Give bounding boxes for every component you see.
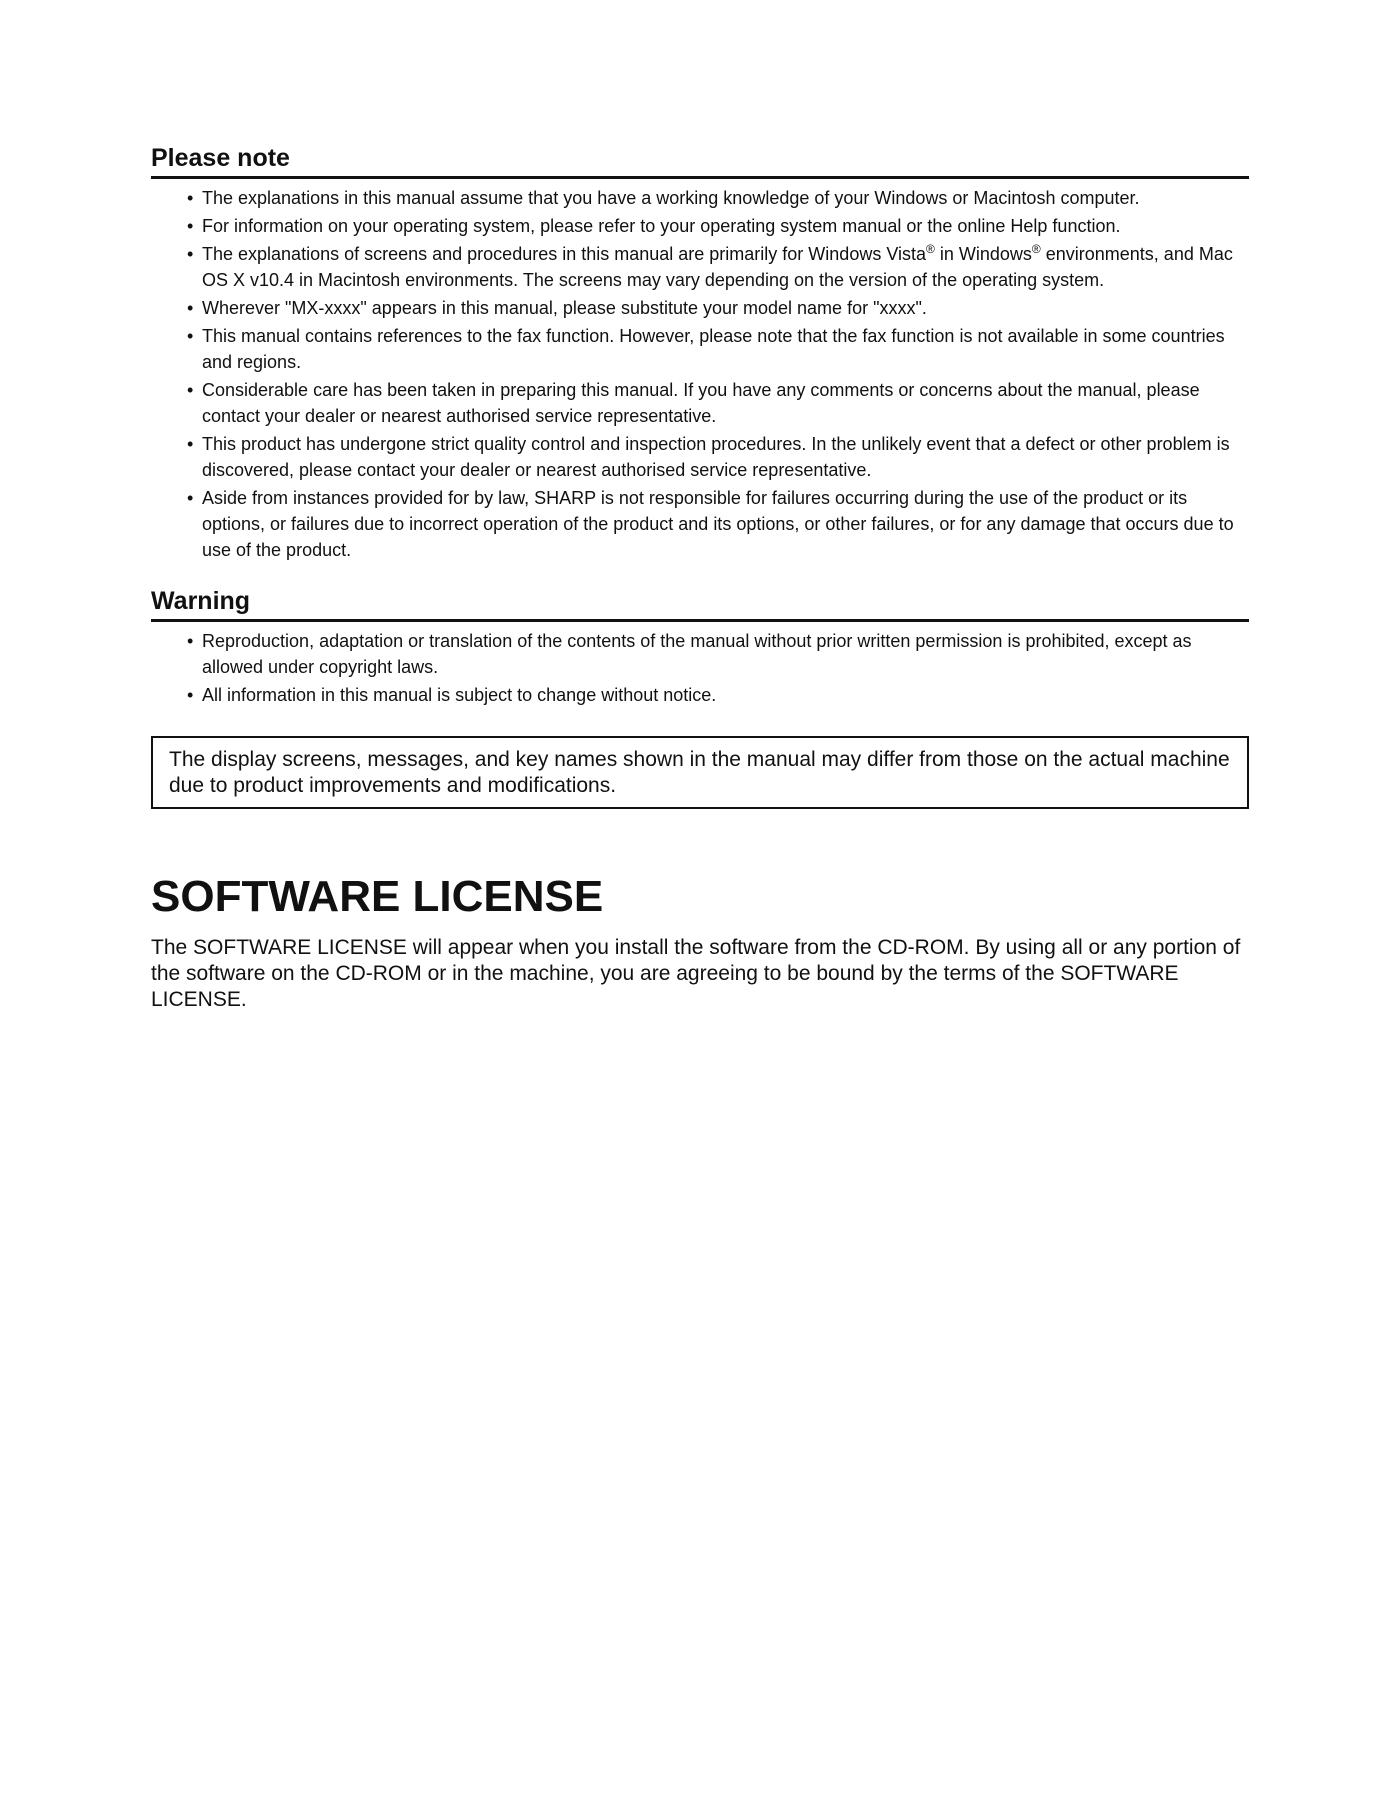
bullet-icon: • bbox=[187, 685, 194, 705]
software-license-body: The SOFTWARE LICENSE will appear when you install the software from the CD-ROM. By using all or any portion of the software on the CD-ROM or in the machine, you are agreeing to be bound by the terms of the SOFTWARE LICENSE. bbox=[151, 936, 1241, 1011]
please-note-item-text-part: environments, and Mac OS X v10.4 in Macintosh environments. The screens may vary depending on the version of the operating system. bbox=[202, 244, 1233, 290]
please-note-item-text: Wherever "MX-xxxx" appears in this manual, please substitute your model name for "xxxx". bbox=[202, 298, 927, 318]
warning-item bbox=[187, 682, 1249, 708]
warning-list bbox=[151, 628, 1249, 708]
please-note-item bbox=[187, 485, 1249, 563]
please-note-item-text: The explanations in this manual assume that you have a working knowledge of your Windows or Macintosh computer. bbox=[202, 188, 1140, 208]
warning-item-text: All information in this manual is subject to change without notice. bbox=[202, 685, 717, 705]
bullet-icon: • bbox=[187, 380, 194, 400]
warning-item-text: Reproduction, adaptation or translation of the contents of the manual without prior written permission is prohibited, except as allowed under copyright laws. bbox=[202, 631, 1192, 677]
please-note-item bbox=[187, 185, 1249, 211]
warning-item bbox=[187, 628, 1249, 680]
notice-box bbox=[151, 736, 1249, 809]
please-note-item bbox=[187, 241, 1249, 293]
registered-mark: ® bbox=[1031, 242, 1041, 256]
software-license-section bbox=[151, 871, 1249, 1013]
bullet-icon: • bbox=[187, 298, 194, 318]
bullet-icon: • bbox=[187, 188, 194, 208]
please-note-section bbox=[151, 142, 1249, 563]
registered-mark: ® bbox=[926, 242, 935, 256]
please-note-item-text: This product has undergone strict quality control and inspection procedures. In the unlikely event that a defect or other problem is discovered, please contact your dealer or nearest authorised service representative. bbox=[202, 434, 1230, 480]
notice-box-text: The display screens, messages, and key names shown in the manual may differ from those on the actual machine due to product improvements and modifications. bbox=[169, 748, 1230, 797]
please-note-list bbox=[151, 185, 1249, 563]
please-note-item bbox=[187, 323, 1249, 375]
please-note-item-text-part: in Windows bbox=[934, 244, 1032, 264]
please-note-item bbox=[187, 431, 1249, 483]
please-note-item bbox=[187, 295, 1249, 321]
manual-page bbox=[151, 142, 1249, 1013]
bullet-icon: • bbox=[187, 631, 194, 651]
please-note-heading: Please note bbox=[151, 142, 1249, 179]
bullet-icon: • bbox=[187, 244, 194, 264]
software-license-title: SOFTWARE LICENSE bbox=[151, 872, 604, 921]
warning-heading: Warning bbox=[151, 585, 1249, 622]
please-note-item-text: Aside from instances provided for by law, SHARP is not responsible for failures occurring during the use of the product or its options, or failures due to incorrect operation of the product and its options, or other failures, or for any damage that occurs due to use of the product. bbox=[202, 488, 1234, 560]
bullet-icon: • bbox=[187, 326, 194, 346]
bullet-icon: • bbox=[187, 216, 194, 236]
please-note-item-text: Considerable care has been taken in preparing this manual. If you have any comments or concerns about the manual, please contact your dealer or nearest authorised service representative. bbox=[202, 380, 1200, 426]
please-note-item bbox=[187, 213, 1249, 239]
please-note-item-text: This manual contains references to the fax function. However, please note that the fax function is not available in some countries and regions. bbox=[202, 326, 1225, 372]
please-note-item-text-part: The explanations of screens and procedures in this manual are primarily for Windows Vista bbox=[202, 244, 927, 264]
warning-section bbox=[151, 585, 1249, 708]
bullet-icon: • bbox=[187, 488, 194, 508]
please-note-item-text: For information on your operating system, please refer to your operating system manual or the online Help function. bbox=[202, 216, 1121, 236]
please-note-item bbox=[187, 377, 1249, 429]
bullet-icon: • bbox=[187, 434, 194, 454]
